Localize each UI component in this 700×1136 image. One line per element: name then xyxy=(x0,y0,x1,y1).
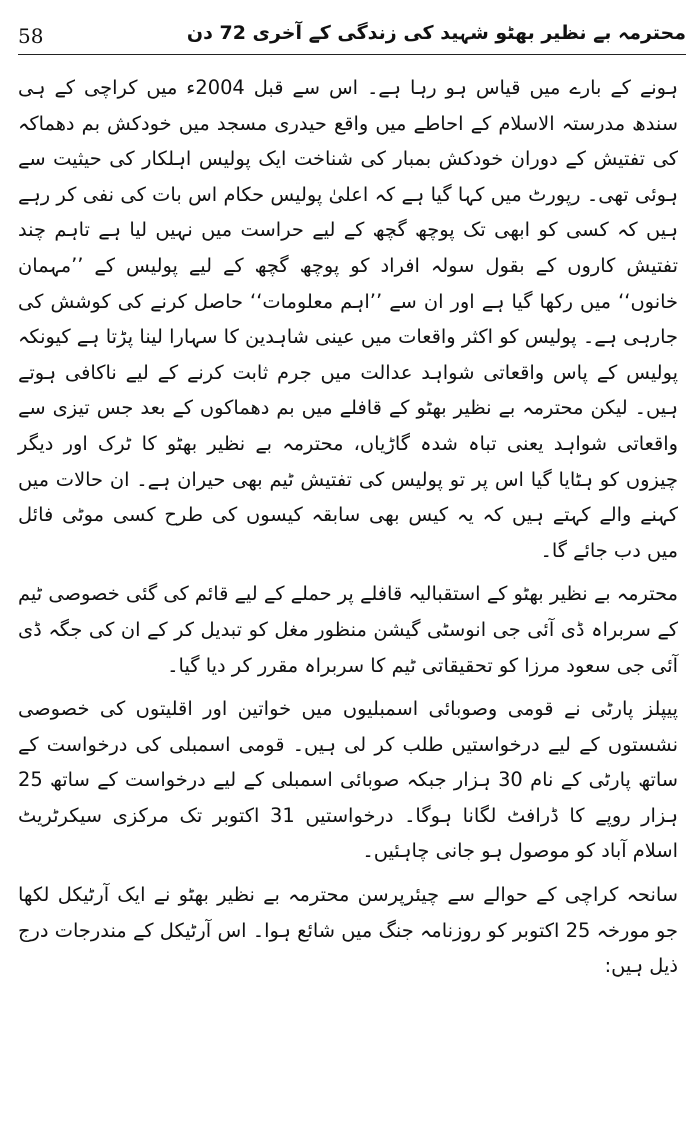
running-title: محترمہ بے نظیر بھٹو شہید کی زندگی کے آخری 72 دن xyxy=(186,22,686,44)
paragraph: سانحہ کراچی کے حوالے سے چیئرپرسن محترمہ بے نظیر بھٹو نے ایک آرٹیکل لکھا جو مورخہ 25 اکتوبر کو روزنامہ جنگ میں شائع ہوا۔ اس آرٹیکل کے مندرجات درج ذیل ہیں: xyxy=(18,883,678,978)
body-text xyxy=(18,70,678,992)
paragraph: ہونے کے بارے میں قیاس ہو رہا ہے۔ اس سے قبل 2004ء میں کراچی کے ہی سندھ مدرستہ الاسلام کے احاطے میں واقع حیدری مسجد میں خودکش بم دھماکہ کی تفتیش کے دوران خودکش بمبار کی شناخت ایک پولیس اہلکار کی حیثیت سے ہوئی تھی۔ رپورٹ میں کہا گیا ہے کہ اعلیٰ پولیس حکام اس بات کی نفی کر رہے ہیں کہ کسی کو ابھی تک پوچھ گچھ کے لیے حراست میں نہیں لیا ہے تاہم چند تفتیش کاروں کے بقول سولہ افراد کو پوچھ گچھ کے لیے پولیس کے ’’مہمان خانوں‘‘ میں رکھا گیا ہے اور ان سے ’’اہم معلومات‘‘ حاصل کرنے کی کوشش کی جارہی ہے۔ پولیس کو اکثر واقعات میں عینی شاہدین کا سہارا لینا پڑتا ہے کیونکہ پولیس کے پاس واقعاتی شواہد عدالت میں جرم ثابت کرنے کے لیے ناکافی ہوتے ہیں۔ لیکن محترمہ بے نظیر بھٹو کے قافلے میں بم دھماکوں کے بعد جس تیزی سے واقعاتی شواہد یعنی تباہ شدہ گاڑیاں، محترمہ بے نظیر بھٹو کا ٹرک اور دیگر چیزوں کو ہٹایا گیا اس پر تو پولیس کی تفتیش ٹیم بھی حیران ہے۔ ان حالات میں کہنے والے کہتے ہیں کہ یہ کیس بھی سابقہ کیسوں کی طرح کسی موٹی فائل میں دب جائے گا۔ xyxy=(18,76,678,562)
paragraph: پیپلز پارٹی نے قومی وصوبائی اسمبلیوں میں خواتین اور اقلیتوں کی خصوصی نشستوں کے لیے درخواستیں طلب کر لی ہیں۔ قومی اسمبلی کی درخواست کے ساتھ پارٹی کے نام 30 ہزار جبکہ صوبائی اسمبلی کے لیے درخواست کے ساتھ 25 ہزار روپے کا ڈرافٹ لگانا ہوگا۔ درخواستیں 31 اکتوبر تک مرکزی سیکرٹریٹ اسلام آباد کو موصول ہو جانی چاہئیں۔ xyxy=(18,697,678,863)
page-number: 58 xyxy=(18,24,44,48)
page-header xyxy=(18,20,686,55)
paragraph: محترمہ بے نظیر بھٹو کے استقبالیہ قافلے پر حملے کے لیے قائم کی گئی خصوصی ٹیم کے سربراہ ڈی آئی جی انوسٹی گیشن منظور مغل کو تبدیل کر کے ان کی جگہ ڈی آئی جی سعود مرزا کو تحقیقاتی ٹیم کا سربراہ مقرر کر دیا گیا۔ xyxy=(18,582,678,677)
